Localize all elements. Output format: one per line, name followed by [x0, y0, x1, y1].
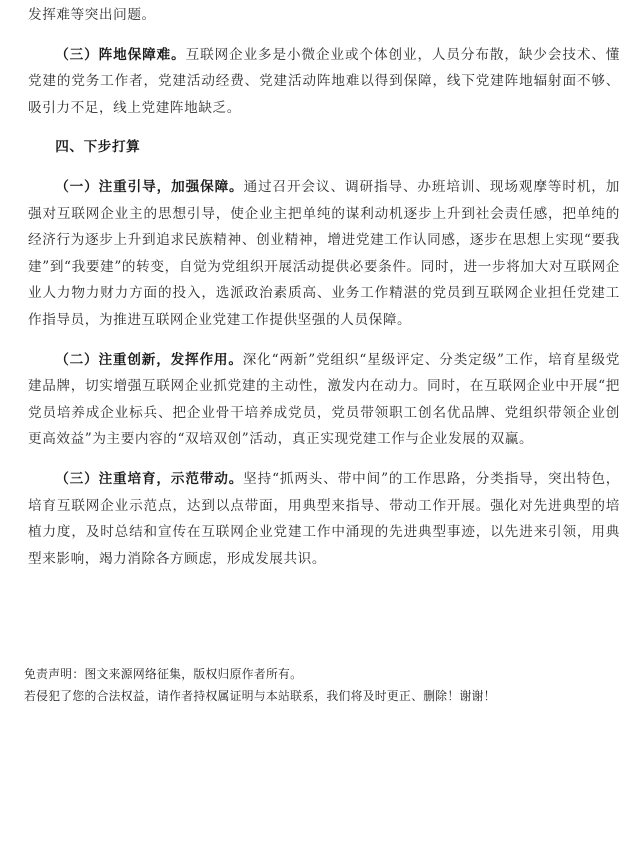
- disclaimer-line-1: 免责声明：图文来源网络征集，版权归原作者所有。: [24, 667, 303, 681]
- intro-tail-text: 发挥难等突出问题。: [28, 7, 156, 23]
- plan-1-text: 通过召开会议、调研指导、办班培训、现场观摩等时机，加强对互联网企业主的思想引导，使企业主把单纯的谋利动机逐步上升到社会责任感，把单纯的经济行为逐步上升到追求民族精神、创业精神，增进党建工作认同感，逐步在思想上实现“要我建”到“我要建”的转变，自觉为党组织开展活动提供必要条件。同时，进一步将加大对互联网企业人力物力财力方面的投入，选派政治素质高、业务工作精湛的党员到互联网企业担任党建工作指导员，为推进互联网企业党建工作提供坚强的人员保障。: [28, 178, 620, 328]
- plan-1-lead: （一）注重引导，加强保障。: [55, 178, 244, 195]
- problem-3-paragraph: [28, 42, 620, 122]
- plan-3-lead: （三）注重培育，示范带动。: [55, 470, 244, 487]
- plan-3-paragraph: [28, 466, 620, 572]
- problem-3-lead: （三）阵地保障难。: [55, 46, 186, 63]
- plan-2-text: 深化“两新”党组织“星级评定、分类定级”工作，培育星级党建品牌，切实增强互联网企业抓党建的主动性，激发内在动力。同时，在互联网企业中开展“把党员培养成企业标兵、把企业骨干培养成党员，党员带领职工创名优品牌、党组织带领企业创更高效益”为主要内容的“双培双创”活动，真正实现党建工作与企业发展的双赢。: [28, 351, 620, 448]
- plan-3-text: 坚持“抓两头、带中间”的工作思路，分类指导，突出特色，培育互联网企业示范点，达到以点带面，用典型来指导、带动工作开展。强化对先进典型的培植力度，及时总结和宣传在互联网企业党建工作中涌现的先进典型事迹，以先进来引领，用典型来影响，竭力消除各方顾虑，形成发展共识。: [28, 470, 620, 567]
- article-body: [28, 2, 620, 572]
- plan-2-paragraph: [28, 347, 620, 453]
- section-heading: 四、下步打算: [55, 139, 141, 156]
- plan-2-lead: （二）注重创新，发挥作用。: [55, 351, 243, 368]
- intro-tail-paragraph: [28, 2, 620, 29]
- problem-3-text: 互联网企业多是小微企业或个体创业，人员分布散，缺少会技术、懂党建的党务工作者，党建活动经费、党建活动阵地难以得到保障，线下党建阵地辐射面不够、吸引力不足，线上党建阵地缺乏。: [28, 46, 621, 116]
- disclaimer-line-2: 若侵犯了您的合法权益，请作者持权属证明与本站联系，我们将及时更正、删除！谢谢！: [24, 689, 496, 703]
- plan-1-paragraph: [28, 174, 620, 334]
- disclaimer: [24, 663, 624, 707]
